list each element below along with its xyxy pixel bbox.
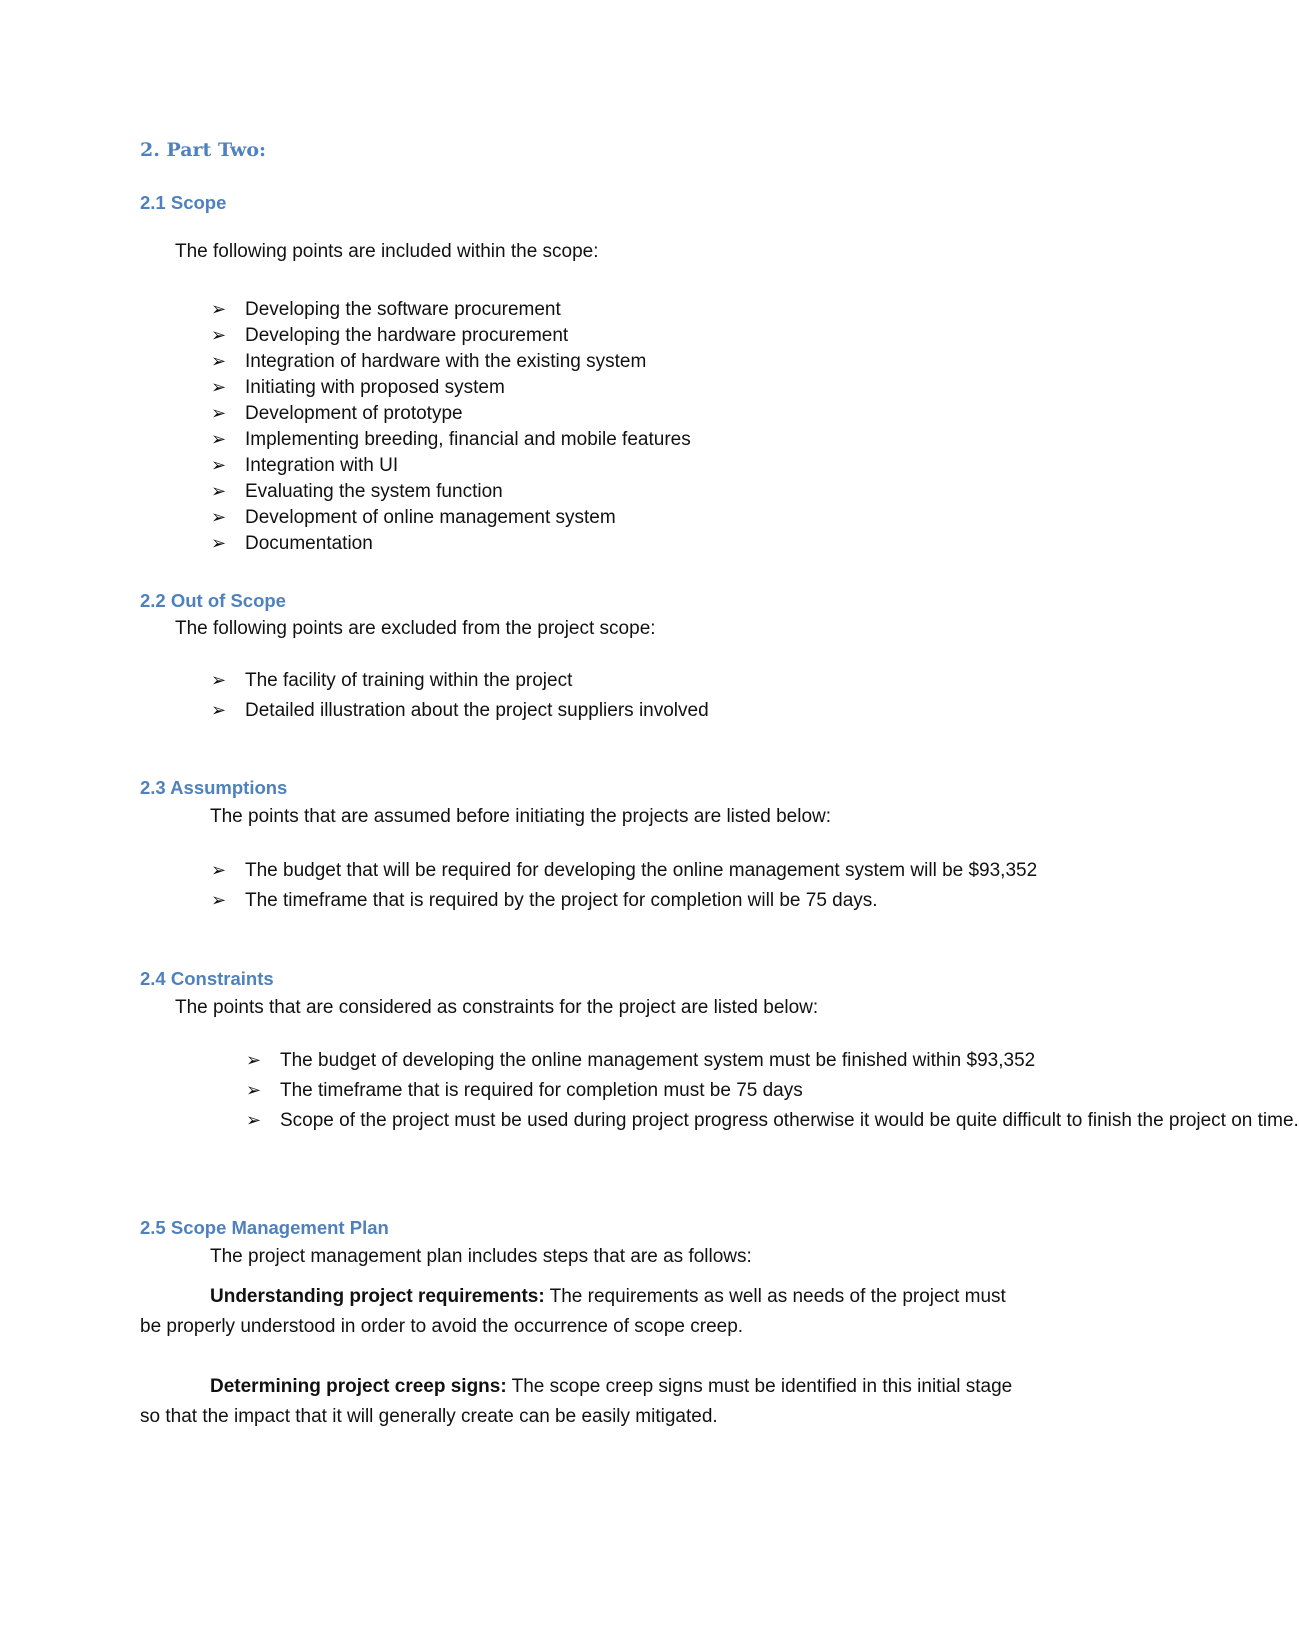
arrow-bullet-icon: ➢ <box>211 860 227 881</box>
arrow-bullet-icon: ➢ <box>211 325 227 346</box>
step-lead: Understanding project requirements: <box>210 1286 545 1307</box>
list-item: ➢ Documentation <box>211 533 373 554</box>
constraints-intro: The points that are considered as constraints for the project are listed below: <box>175 997 819 1018</box>
constraints-list <box>246 1046 1299 1136</box>
list-item: ➢ Integration of hardware with the existing system <box>211 351 647 372</box>
list-item: ➢ Development of online management system <box>211 507 616 528</box>
arrow-bullet-icon: ➢ <box>246 1110 262 1131</box>
arrow-bullet-icon: ➢ <box>211 429 227 450</box>
list-item: ➢ The budget that will be required for developing the online management system will be $93,352 <box>245 856 1030 886</box>
list-item: ➢ Developing the hardware procurement <box>211 325 569 346</box>
arrow-bullet-icon: ➢ <box>211 533 227 554</box>
out-of-scope-list <box>211 670 709 730</box>
step-text: The requirements as well as needs of the project must be properly understood in order to avoid the occurrence of scope creep. <box>140 1286 1006 1337</box>
arrow-bullet-icon: ➢ <box>211 299 227 320</box>
step-lead: Determining project creep signs: <box>210 1376 507 1397</box>
scope-intro: The following points are included within the scope: <box>175 241 599 262</box>
out-of-scope-intro: The following points are excluded from the project scope: <box>175 618 656 639</box>
list-item: ➢ Integration with UI <box>211 455 399 476</box>
step-paragraph <box>140 1282 1020 1342</box>
list-item: ➢ Scope of the project must be used during project progress otherwise it would be quite difficult to finish the project on time. <box>280 1106 1020 1136</box>
step-paragraph <box>140 1372 1020 1432</box>
arrow-bullet-icon: ➢ <box>211 507 227 528</box>
arrow-bullet-icon: ➢ <box>211 890 227 911</box>
list-item: ➢ Development of prototype <box>211 403 463 424</box>
arrow-bullet-icon: ➢ <box>211 377 227 398</box>
arrow-bullet-icon: ➢ <box>246 1050 262 1071</box>
scope-heading: 2.1 Scope <box>140 192 227 213</box>
arrow-bullet-icon: ➢ <box>211 403 227 424</box>
arrow-bullet-icon: ➢ <box>211 700 227 721</box>
arrow-bullet-icon: ➢ <box>211 670 227 691</box>
assumptions-heading: 2.3 Assumptions <box>140 777 288 798</box>
list-item: ➢ Developing the software procurement <box>211 299 561 320</box>
scope-management-intro: The project management plan includes steps that are as follows: <box>210 1246 752 1267</box>
arrow-bullet-icon: ➢ <box>211 351 227 372</box>
out-of-scope-heading: 2.2 Out of Scope <box>140 590 286 611</box>
list-item: ➢ The facility of training within the project <box>211 670 573 691</box>
list-item: ➢ The timeframe that is required by the project for completion will be 75 days. <box>245 886 1030 916</box>
arrow-bullet-icon: ➢ <box>246 1080 262 1101</box>
list-item: ➢ Detailed illustration about the project suppliers involved <box>211 700 709 721</box>
list-item: ➢ Implementing breeding, financial and mobile features <box>211 429 691 450</box>
list-item: ➢ Evaluating the system function <box>211 481 503 502</box>
scope-list <box>211 299 691 559</box>
step-text: The scope creep signs must be identified in this initial stage so that the impact that it will generally create can be easily mitigated. <box>140 1376 1013 1427</box>
assumptions-list <box>211 856 1038 916</box>
list-item: ➢ The timeframe that is required for completion must be 75 days <box>280 1076 1020 1106</box>
constraints-heading: 2.4 Constraints <box>140 968 274 989</box>
arrow-bullet-icon: ➢ <box>211 481 227 502</box>
part-title: 2. Part Two: <box>140 139 267 161</box>
list-item: ➢ The budget of developing the online management system must be finished within $93,352 <box>280 1046 1020 1076</box>
scope-management-heading: 2.5 Scope Management Plan <box>140 1217 389 1238</box>
list-item: ➢ Initiating with proposed system <box>211 377 505 398</box>
assumptions-intro: The points that are assumed before initiating the projects are listed below: <box>210 806 832 827</box>
arrow-bullet-icon: ➢ <box>211 455 227 476</box>
